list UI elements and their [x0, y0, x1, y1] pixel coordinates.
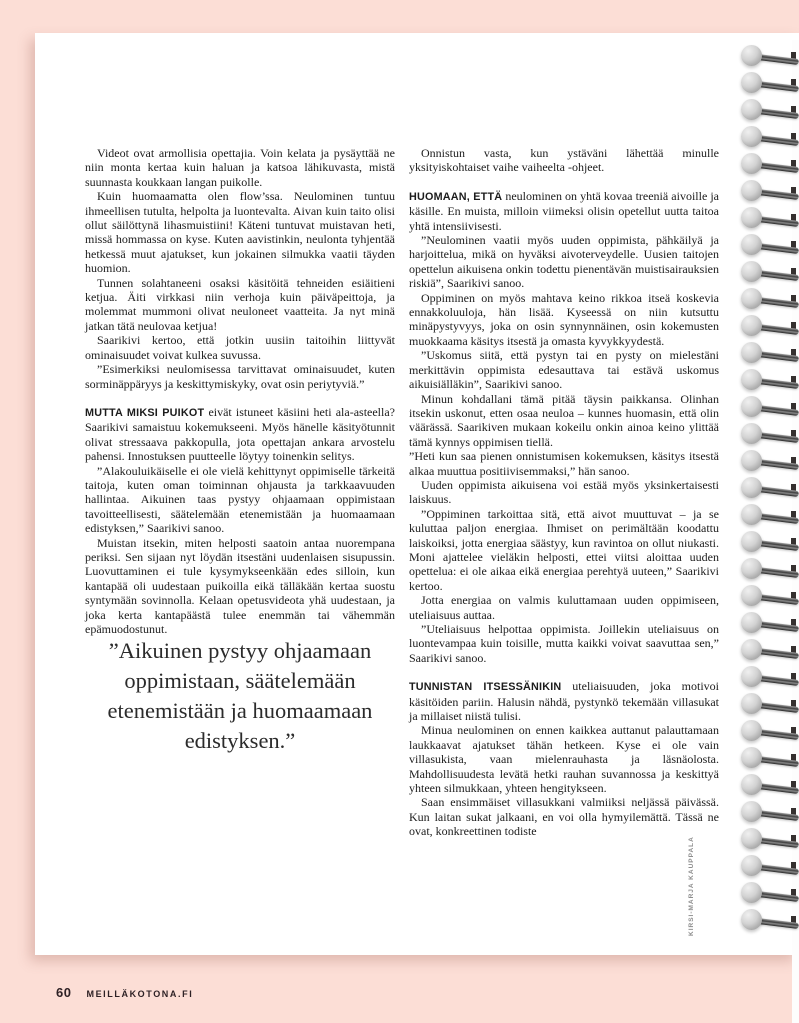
section-lead: HUOMAAN, ETTÄ: [409, 190, 503, 203]
coil-end-icon: [741, 342, 762, 363]
body-paragraph: ”Heti kun saa pienen onnistumisen kokemuksen, käsitys itsestä alkaa muuttua positiivisemmaksi,” hän sanoo.: [409, 449, 719, 478]
spiral-coil: [741, 234, 799, 256]
spiral-coil: [741, 72, 799, 94]
body-paragraph: Onnistun vasta, kun ystäväni lähettää minulle yksityiskohtaiset vaihe vaiheelta -ohjeet.: [409, 146, 719, 175]
coil-end-icon: [741, 909, 762, 930]
body-paragraph: ”Esimerkiksi neulomisessa tarvittavat ominaisuudet, kuten sorminäppäryys ja keskittymiskyky, ovat osin periytyviä.”: [85, 362, 395, 391]
spiral-coil: [741, 180, 799, 202]
spiral-coil: [741, 126, 799, 148]
body-paragraph: ”Neulominen vaatii myös uuden oppimista, pähkäilyä ja harjoittelua, mikä on hyväksi aivoterveydelle. Uusien taitojen opettelun aikuisena onkin todettu pienentävän muistisairauksien riskiä”, Saarikivi sanoo.: [409, 233, 719, 291]
spiral-coil: [741, 639, 799, 661]
spiral-coil: [741, 477, 799, 499]
body-paragraph: ”Uteliaisuus helpottaa oppimista. Joillekin uteliaisuus on luontevampaa kuin toisille, mutta kaikki voivat saavuttaa sen,” Saarikivi sanoo.: [409, 622, 719, 665]
coil-end-icon: [741, 315, 762, 336]
spiral-coil: [741, 342, 799, 364]
spiral-coil: [741, 531, 799, 553]
site-name: MEILLÄKOTONA.FI: [86, 989, 194, 999]
spiral-coil: [741, 423, 799, 445]
spiral-coil: [741, 45, 799, 67]
spiral-coil: [741, 909, 799, 931]
body-paragraph: Uuden oppimista aikuisena voi estää myös yksinkertaisesti laiskuus.: [409, 477, 719, 507]
photographer-credit: KIRSI-MARJA KAUPPALA: [688, 836, 695, 936]
body-paragraph: Videot ovat armollisia opettajia. Voin kelata ja pysäyttää ne niin monta kertaa kuin haluan ja katsoa lähikuvasta, mistä suunnasta koukkaan langan puikolle.: [85, 146, 395, 189]
spiral-coil: [741, 828, 799, 850]
spiral-coil: [741, 720, 799, 742]
coil-end-icon: [741, 774, 762, 795]
coil-end-icon: [741, 207, 762, 228]
coil-end-icon: [741, 99, 762, 120]
coil-end-icon: [741, 261, 762, 282]
spiral-coil: [741, 450, 799, 472]
section-lead: TUNNISTAN ITSESSÄNIKIN: [409, 681, 562, 694]
spiral-coil: [741, 153, 799, 175]
right-column: [409, 146, 719, 839]
coil-end-icon: [741, 72, 762, 93]
coil-end-icon: [741, 180, 762, 201]
spiral-coil: [741, 612, 799, 634]
coil-end-icon: [741, 531, 762, 552]
body-paragraph: Saarikivi kertoo, että jotkin uusiin taitoihin liittyvät ominaisuudet voivat kulkea suvussa.: [85, 333, 395, 362]
article-body: [85, 146, 719, 839]
body-paragraph: Minun kohdallani tämä pitää täysin paikkansa. Olinhan itsekin uskonut, etten osaa neuloa – kunnes huomasin, että olin väärässä. Saarikiven mukaan kokeilu onkin ainoa keino ylittää tämä kynnys oppimisen tiellä.: [409, 391, 719, 449]
magazine-page: [35, 33, 799, 955]
body-paragraph: Muistan itsekin, miten helposti saatoin antaa nuorempana periksi. Sen sijaan nyt löydän itsestäni uudenlaisen sisupussin. Luovuttaminen ei tule kysymykseenkään edes silloin, kun kantapää oli uudestaan puikoilla eikä tälläkään kertaa suostu syntymään sovinnolla. Kelaan opetusvideota yhä uudestaan, ja joka kerta kantapäästä tulee enemmän tai vähemmän epämuodostunut.: [85, 535, 395, 636]
body-paragraph: ”Alakouluikäiselle ei ole vielä kehittynyt oppimiselle tärkeitä taitoja, kuten oman toiminnan ohjausta ja tarkkaavuuden hallintaa. Aikuinen taas pystyy ohjaamaan oppimistaan tavoitteellisesti, säätelemään etenemistään ja huomaamaan edistyksen,” Saarikivi sanoo.: [85, 463, 395, 536]
body-paragraph: ”Uskomus siitä, että pystyn tai en pysty on mielestäni merkittävin oppimista edesauttava tai estävä uskomus aikuisiälläkin”, Saarikivi sanoo.: [409, 348, 719, 392]
spiral-coil: [741, 585, 799, 607]
body-paragraph: Kuin huomaamatta olen flow’ssa. Neulominen tuntuu ihmeellisen tutulta, helpolta ja luontevalta. Aivan kuin taito olisi ollut säilöttynä lihasmuistiini! Käteni tuntuvat muistavan heti, missä hommassa on kyse. Kuten aavistinkin, neulonta tyhjentää hetkessä muut ajatukset, kun jokainen silmukka vaatii täyden huomion.: [85, 189, 395, 276]
spiral-coil: [741, 207, 799, 229]
page-footer: [56, 985, 193, 1000]
coil-end-icon: [741, 423, 762, 444]
spiral-coil: [741, 369, 799, 391]
spiral-binding: [741, 45, 799, 955]
body-paragraph: TUNNISTAN ITSESSÄNIKIN uteliaisuuden, joka motivoi käsitöiden pariin. Halusin nähdä, pystynkö tekemään villasukat ja millaiset niistä tulisi.: [409, 679, 719, 724]
spiral-coil: [741, 882, 799, 904]
body-paragraph: Saan ensimmäiset villasukkani valmiiksi neljässä päivässä. Kun laitan sukat jalkaani, en voi olla hymyilemättä. Tässä ne ovat, konkreettinen todiste: [409, 795, 719, 839]
spiral-coil: [741, 99, 799, 121]
coil-end-icon: [741, 369, 762, 390]
coil-end-icon: [741, 693, 762, 714]
spiral-coil: [741, 693, 799, 715]
spiral-coil: [741, 801, 799, 823]
body-paragraph: HUOMAAN, ETTÄ neulominen on yhtä kovaa treeniä aivoille ja käsille. En muista, milloin viimeksi olisin opetellut uutta taitoa yhtä intensiivisesti.: [409, 188, 719, 233]
body-paragraph: Tunnen solahtaneeni osaksi käsitöitä tehneiden esiäitieni ketjua. Äiti virkkasi niin verhoja kuin päiväpeittoja, ja molemmat mummoni olivat neuloneet vaatteita. Ja nyt minä jatkan tätä neulovaa ketjua!: [85, 275, 395, 333]
coil-end-icon: [741, 612, 762, 633]
coil-end-icon: [741, 828, 762, 849]
coil-end-icon: [741, 882, 762, 903]
coil-end-icon: [741, 234, 762, 255]
coil-end-icon: [741, 747, 762, 768]
coil-end-icon: [741, 639, 762, 660]
left-column: [85, 146, 395, 839]
coil-end-icon: [741, 720, 762, 741]
spiral-coil: [741, 747, 799, 769]
coil-end-icon: [741, 477, 762, 498]
spiral-coil: [741, 774, 799, 796]
coil-end-icon: [741, 504, 762, 525]
body-paragraph: MUTTA MIKSI PUIKOT eivät istuneet käsiini heti ala-asteella? Saarikivi samaistuu kokemukseeni. Myös hänelle käsityötunnit olivat stressaava pakkopulla, jota opettajan ankara arvostelu pahensi. Innostuksen puutteelle löytyy toinenkin selitys.: [85, 404, 395, 464]
coil-end-icon: [741, 450, 762, 471]
pull-quote: ”Aikuinen pystyy ohjaamaan oppimistaan, säätelemään etenemistään ja huomaamaan edistyksen.”: [107, 638, 373, 754]
coil-end-icon: [741, 558, 762, 579]
page-number: 60: [56, 985, 72, 1000]
coil-end-icon: [741, 288, 762, 309]
body-paragraph: Jotta energiaa on valmis kuluttamaan uuden oppimiseen, uteliaisuus auttaa.: [409, 593, 719, 622]
spiral-coil: [741, 315, 799, 337]
coil-end-icon: [741, 585, 762, 606]
coil-end-icon: [741, 396, 762, 417]
body-paragraph: ”Oppiminen tarkoittaa sitä, että aivot muuttuvat – ja se kuluttaa paljon energiaa. Ihmiset on perimältään koodattu laiskoiksi, jotta energiaa säästyy, kun ravintoa on ollut niukasti. Moni ajattelee vieläkin helposti, ettei viitsi aloittaa uuden opettelua: ei ole aikaa eikä energiaa perehtyä uuteen,” Saarikivi kertoo.: [409, 506, 719, 593]
coil-end-icon: [741, 855, 762, 876]
spiral-coil: [741, 666, 799, 688]
spiral-coil: [741, 855, 799, 877]
spiral-coil: [741, 558, 799, 580]
coil-end-icon: [741, 801, 762, 822]
body-paragraph: Minua neulominen on ennen kaikkea auttanut palauttamaan laukkaavat ajatukset tähän hetkeen. Kyse ei ole vain villasukista, vaan mielenrauhasta ja läsnäolosta. Mahdollisuudesta levätä hetki rauhan suvannossa ja keskittyä yhteen silmukkaan, yhteen hengitykseen.: [409, 723, 719, 796]
coil-end-icon: [741, 666, 762, 687]
spiral-coil: [741, 261, 799, 283]
section-lead: MUTTA MIKSI PUIKOT: [85, 406, 205, 419]
spiral-coil: [741, 396, 799, 418]
body-paragraph: Oppiminen on myös mahtava keino rikkoa itseä koskevia ennakkoluuloja, hän lisää. Kyseessä on niin kutsuttu minäpystyvyys, joka on osin synnynnäinen, osin kokemusten muokkaama käsitys itsestä ja omasta kyvykkyydestä.: [409, 290, 719, 348]
coil-end-icon: [741, 45, 762, 66]
spiral-coil: [741, 288, 799, 310]
coil-end-icon: [741, 126, 762, 147]
spiral-coil: [741, 504, 799, 526]
coil-end-icon: [741, 153, 762, 174]
